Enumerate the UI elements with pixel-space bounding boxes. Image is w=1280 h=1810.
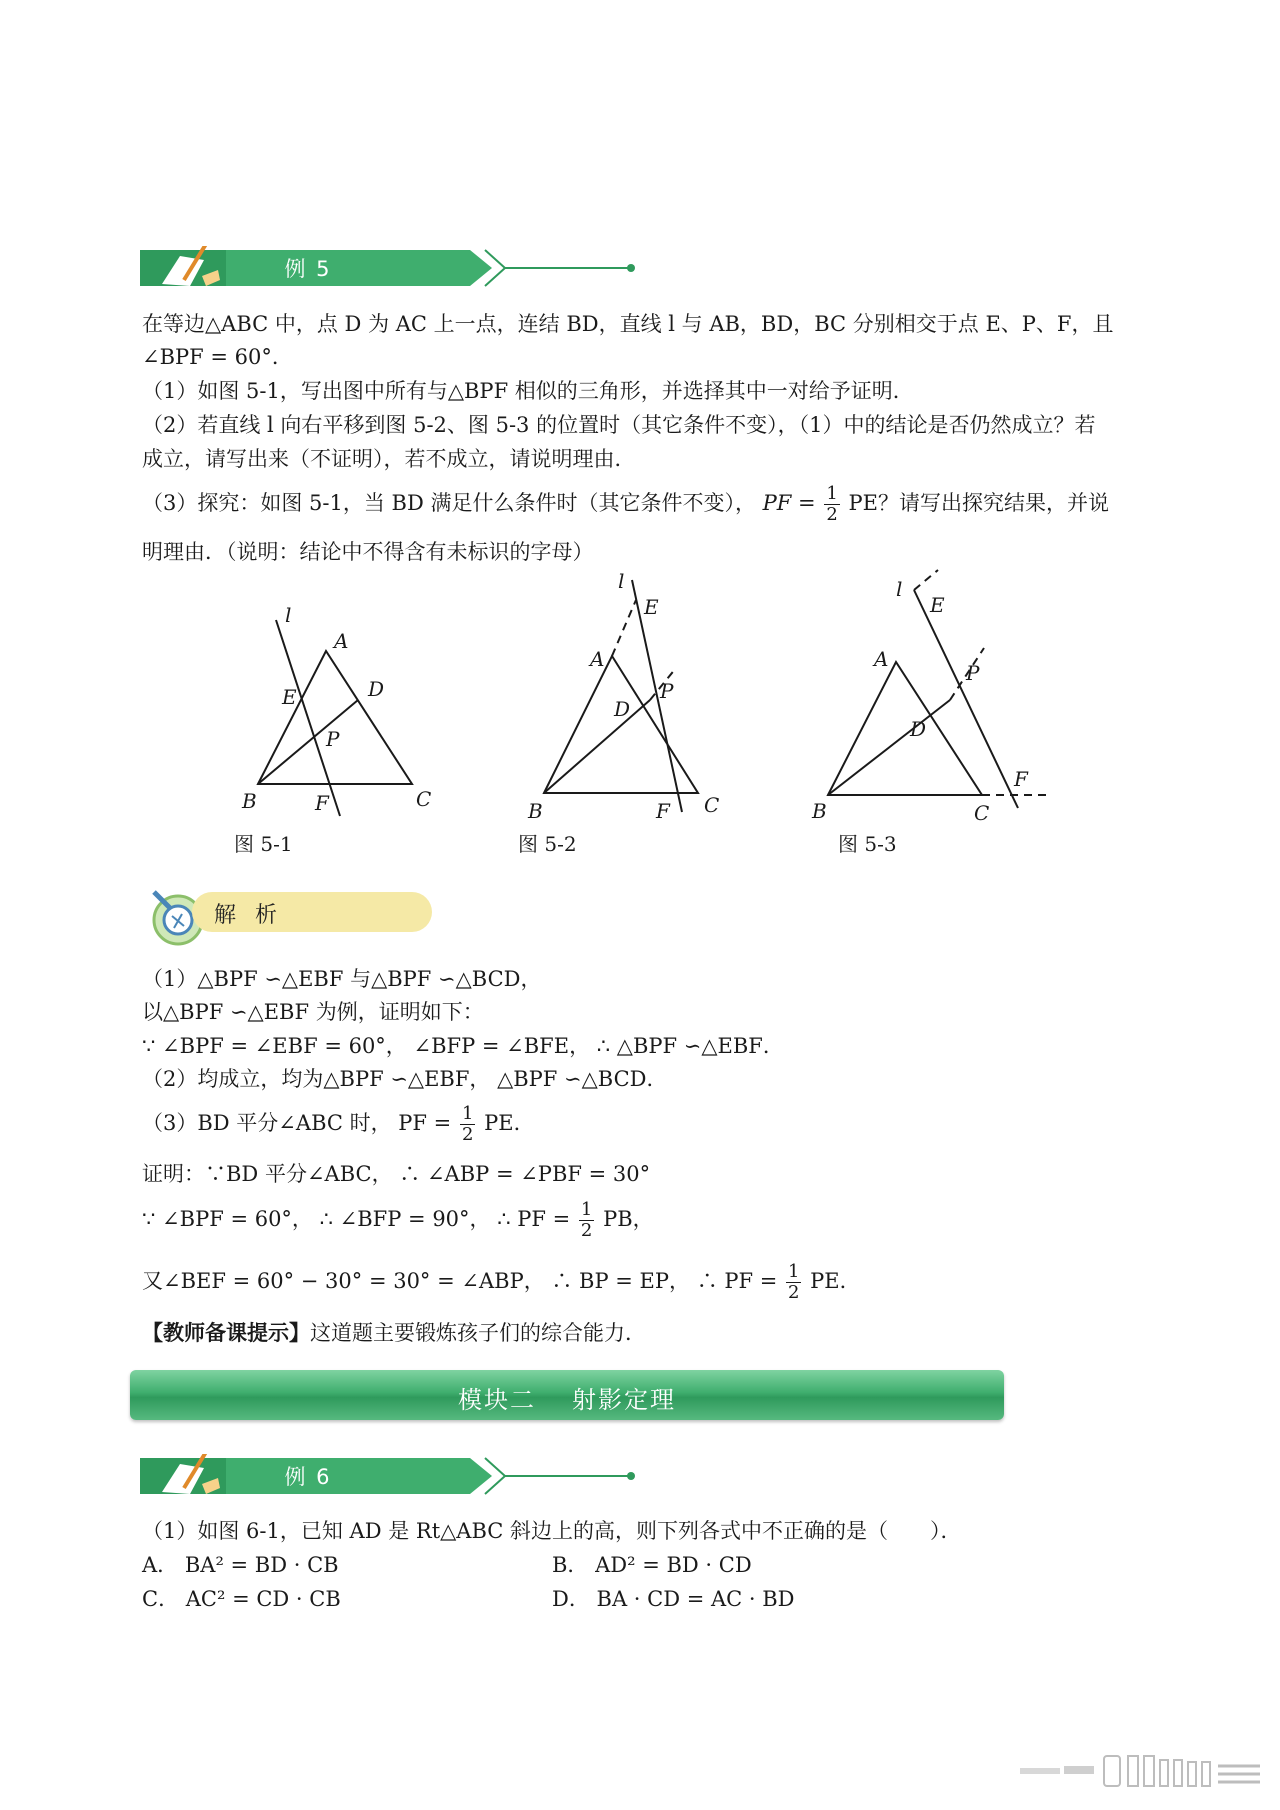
fig2-label-E: E bbox=[644, 595, 659, 619]
a8-frac-num: 1 bbox=[788, 1261, 800, 1282]
question-3-line-2: 明理由．（说明：结论中不得含有未标识的字母） bbox=[142, 540, 594, 564]
fig2-label-D: D bbox=[614, 697, 631, 721]
teacher-tip bbox=[142, 1316, 646, 1350]
q3-prefix: （3）探究：如图 5-1，当 BD 满足什么条件时（其它条件不变）， bbox=[142, 491, 756, 515]
a5-fraction bbox=[460, 1104, 475, 1145]
fig2-label-l: l bbox=[618, 569, 625, 593]
problem-line-2: ∠BPF = 60°． bbox=[142, 345, 293, 369]
option-c: C． AC² = CD · CB bbox=[142, 1587, 341, 1611]
figure-5-2-caption: 图 5-2 bbox=[518, 832, 577, 856]
teacher-tip-tag: 【教师备课提示】 bbox=[142, 1320, 310, 1345]
question-2-line-2: 成立，请写出来（不证明），若不成立，请说明理由． bbox=[142, 447, 636, 471]
banner-shape bbox=[140, 1454, 640, 1498]
fig3-label-D: D bbox=[910, 717, 927, 741]
module-title: 射影定理 bbox=[572, 1386, 676, 1414]
figures-5 bbox=[0, 0, 1280, 870]
fig1-label-B: B bbox=[242, 789, 257, 813]
analysis-line-4: （2）均成立，均为△BPF ∽△EBF， △BPF ∽△BCD． bbox=[142, 1067, 668, 1091]
teacher-tip-text: 这道题主要锻炼孩子们的综合能力． bbox=[310, 1321, 646, 1345]
a7-suffix: PB， bbox=[603, 1207, 654, 1231]
analysis-pill bbox=[192, 892, 432, 932]
fig1-label-D: D bbox=[368, 677, 385, 701]
module-number: 模块二 bbox=[458, 1386, 536, 1414]
analysis-line-7 bbox=[142, 1200, 654, 1241]
fig3-label-B: B bbox=[812, 799, 827, 823]
a8-frac-den: 2 bbox=[788, 1282, 800, 1303]
figure-5-3-caption: 图 5-3 bbox=[838, 832, 897, 856]
question-2-line-1: （2）若直线 l 向右平移到图 5-2、图 5-3 的位置时（其它条件不变），（1）中的结论是否仍然成立？若 bbox=[142, 413, 1096, 437]
analysis-line-2: 以△BPF ∽△EBF 为例，证明如下： bbox=[142, 1000, 484, 1024]
example-6-banner bbox=[140, 1454, 640, 1498]
a5-frac-num: 1 bbox=[461, 1103, 474, 1124]
fig3-label-l: l bbox=[896, 577, 903, 601]
example-6-question: （1）如图 6-1，已知 AD 是 Rt△ABC 斜边上的高，则下列各式中不正确的是（ ）． bbox=[142, 1519, 962, 1543]
analysis-line-1: （1）△BPF ∽△EBF 与△BPF ∽△BCD， bbox=[142, 967, 542, 991]
fig3-label-C: C bbox=[974, 801, 990, 825]
fig1-label-A: A bbox=[334, 629, 349, 653]
a8-prefix: 又∠BEF = 60° − 30° = 30° = ∠ABP， ∴ BP = EP， ∴ PF = bbox=[142, 1269, 778, 1293]
q3-frac-num: 1 bbox=[826, 483, 838, 504]
analysis-line-6: 证明：∵BD 平分∠ABC， ∴ ∠ABP = ∠PBF = 30° bbox=[142, 1162, 651, 1186]
analysis-label: 解 析 bbox=[214, 903, 283, 928]
fig2-label-P: P bbox=[660, 679, 674, 703]
footer-watermark bbox=[1020, 1754, 1270, 1790]
fig2-label-A: A bbox=[590, 647, 605, 671]
module-2-header bbox=[130, 1370, 1004, 1420]
fig3-label-A: A bbox=[874, 647, 889, 671]
q3-suffix: PE？请写出探究结果，并说 bbox=[848, 491, 1109, 515]
a5-suffix: PE． bbox=[484, 1111, 535, 1135]
fig3-label-F: F bbox=[1014, 767, 1028, 791]
fig1-label-l: l bbox=[285, 603, 292, 627]
fig1-label-F: F bbox=[315, 791, 329, 815]
a8-fraction bbox=[786, 1262, 801, 1303]
figure-5-1-caption: 图 5-1 bbox=[234, 832, 293, 856]
a5-frac-den: 2 bbox=[461, 1124, 474, 1145]
a8-suffix: PE． bbox=[810, 1269, 861, 1293]
a5-prefix: （3）BD 平分∠ABC 时， PF = bbox=[142, 1111, 452, 1135]
a7-frac-num: 1 bbox=[580, 1199, 593, 1220]
a7-prefix: ∵ ∠BPF = 60°， ∴ ∠BFP = 90°， ∴ PF = bbox=[142, 1207, 571, 1231]
problem-line-1: 在等边△ABC 中，点 D 为 AC 上一点，连结 BD，直线 l 与 AB，BD，BC 分别相交于点 E、P、F，且 bbox=[142, 312, 1114, 336]
a7-fraction bbox=[579, 1200, 594, 1241]
analysis-line-8 bbox=[142, 1262, 861, 1303]
fig1-label-E: E bbox=[282, 685, 297, 709]
analysis-line-3: ∵ ∠BPF = ∠EBF = 60°， ∠BFP = ∠BFE， ∴ △BPF ∽△EBF． bbox=[142, 1034, 784, 1058]
fig3-label-P: P bbox=[966, 661, 980, 685]
fig2-label-C: C bbox=[704, 793, 720, 817]
example-6-label: 例 6 bbox=[284, 1465, 332, 1489]
a7-frac-den: 2 bbox=[580, 1220, 593, 1241]
option-b: B． AD² = BD · CD bbox=[552, 1553, 752, 1577]
fig3-label-E: E bbox=[930, 593, 945, 617]
figure-5-2-drawing bbox=[544, 580, 698, 812]
example-5-label: 例 5 bbox=[284, 257, 332, 281]
fig2-label-B: B bbox=[528, 799, 543, 823]
question-1: （1）如图 5-1，写出图中所有与△BPF 相似的三角形，并选择其中一对给予证明． bbox=[142, 379, 914, 403]
fig1-label-C: C bbox=[416, 787, 432, 811]
option-a: A． BA² = BD · CB bbox=[142, 1553, 339, 1577]
fig2-label-F: F bbox=[656, 799, 670, 823]
analysis-line-5 bbox=[142, 1104, 535, 1145]
option-d: D． BA · CD = AC · BD bbox=[552, 1587, 795, 1611]
fig1-label-P: P bbox=[326, 727, 340, 751]
q3-pf: PF = bbox=[762, 491, 816, 515]
q3-frac-den: 2 bbox=[826, 504, 838, 525]
